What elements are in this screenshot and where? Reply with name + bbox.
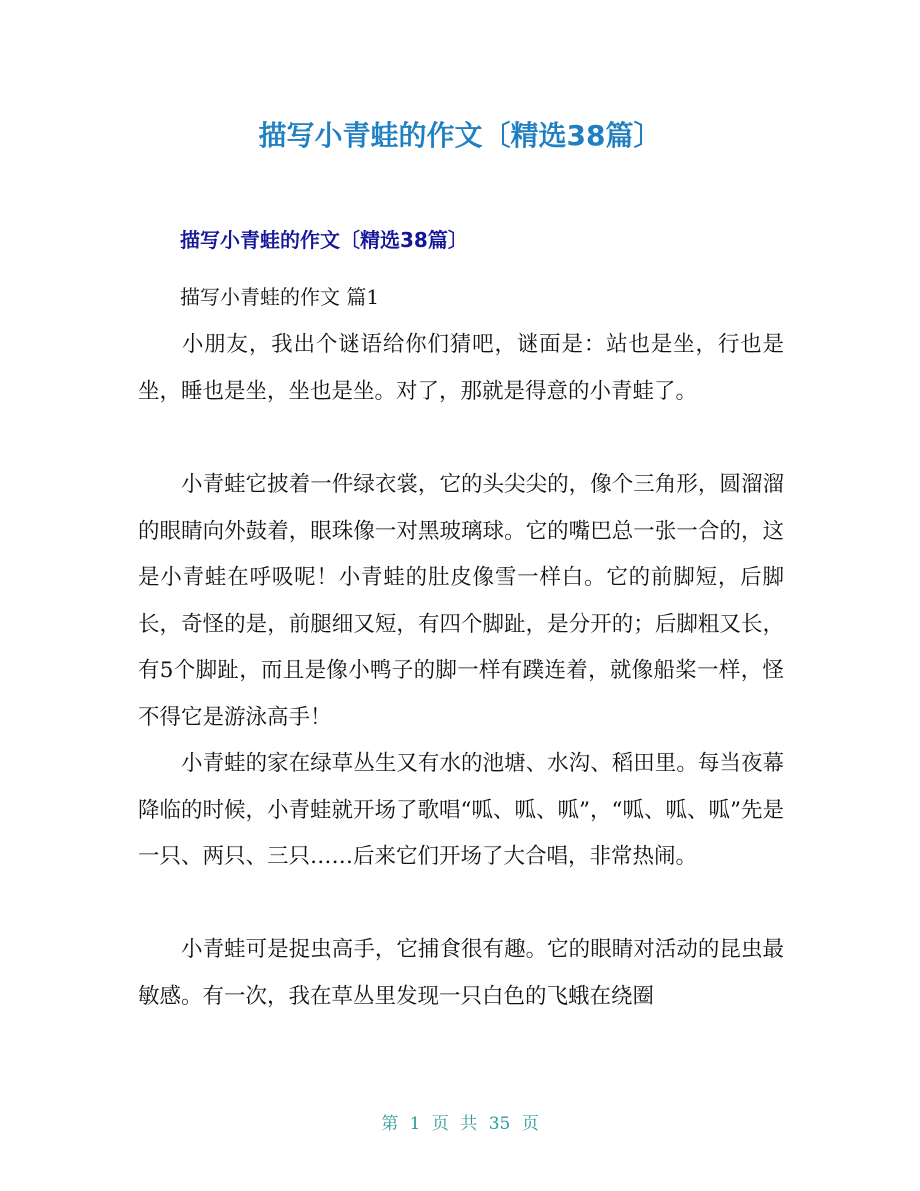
article-heading: 描写小青蛙的作文〔精选38篇〕 <box>180 228 468 252</box>
paragraph-1 <box>138 322 784 415</box>
section-label: 描写小青蛙的作文 篇1 <box>180 285 380 309</box>
paragraph-text: 小青蛙的家在绿草丛生又有水的池塘、水沟、稻田里。每当夜幕降临的时候，小青蛙就开场了歌唱“呱、呱、呱”，“呱、呱、呱”先是一只、两只、三只……后来它们开场了大合唱，非常热闹。 <box>138 751 784 869</box>
paragraph-text: 小朋友，我出个谜语给你们猜吧，谜面是：站也是坐，行也是坐，睡也是坐，坐也是坐。对了，那就是得意的小青蛙了。 <box>138 332 784 404</box>
paragraph-3 <box>138 741 784 881</box>
page-footer: 第 1 页 共 35 页 <box>381 1114 539 1134</box>
paragraph-2 <box>138 462 784 741</box>
paragraph-text: 小青蛙它披着一件绿衣裳，它的头尖尖的，像个三角形，圆溜溜的眼睛向外鼓着，眼珠像一对黑玻璃球。它的嘴巴总一张一合的，这是小青蛙在呼吸呢！小青蛙的肚皮像雪一样白。它的前脚短，后脚长，奇怪的是，前腿细又短，有四个脚趾，是分开的；后脚粗又长，有5个脚趾，而且是像小鸭子的脚一样有蹼连着，就像船桨一样，怪不得它是游泳高手！ <box>138 472 784 730</box>
document-title: 描写小青蛙的作文〔精选38篇〕 <box>258 119 662 152</box>
paragraph-4 <box>138 927 784 1020</box>
paragraph-text: 小青蛙可是捉虫高手，它捕食很有趣。它的眼睛对活动的昆虫最敏感。有一次，我在草丛里发现一只白色的飞蛾在绕圈 <box>138 937 784 1009</box>
